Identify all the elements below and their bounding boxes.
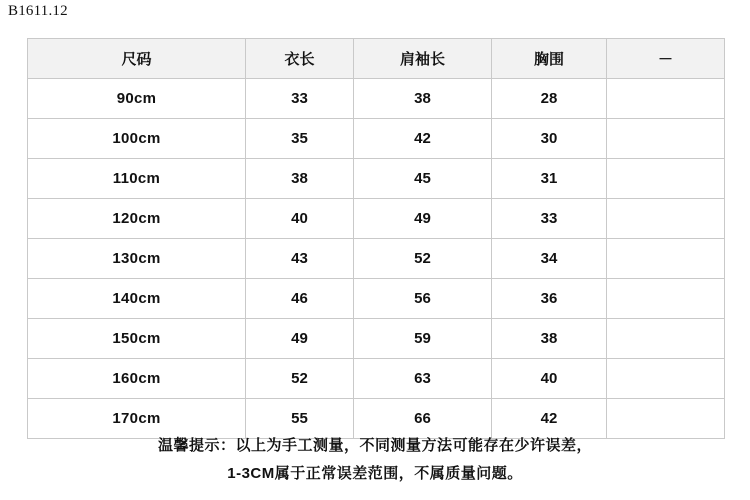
header-extra: － (607, 39, 725, 79)
cell-extra (607, 319, 725, 359)
size-table-header (28, 39, 725, 79)
table-header-row (28, 39, 725, 79)
size-table-body (28, 79, 725, 439)
table-row (28, 79, 725, 119)
cell-bust: 30 (492, 119, 607, 159)
size-table (27, 38, 725, 439)
cell-bust: 36 (492, 279, 607, 319)
cell-length: 52 (246, 359, 354, 399)
cell-length: 43 (246, 239, 354, 279)
cell-shoulder-sleeve: 66 (354, 399, 492, 439)
header-shoulder-sleeve: 肩袖长 (354, 39, 492, 79)
cell-shoulder-sleeve: 42 (354, 119, 492, 159)
cell-size: 100cm (28, 119, 246, 159)
cell-size: 170cm (28, 399, 246, 439)
table-row (28, 279, 725, 319)
table-row (28, 199, 725, 239)
cell-bust: 28 (492, 79, 607, 119)
table-row (28, 359, 725, 399)
cell-size: 90cm (28, 79, 246, 119)
cell-bust: 38 (492, 319, 607, 359)
cell-length: 35 (246, 119, 354, 159)
header-bust: 胸围 (492, 39, 607, 79)
table-row (28, 159, 725, 199)
cell-size: 120cm (28, 199, 246, 239)
cell-size: 130cm (28, 239, 246, 279)
cell-shoulder-sleeve: 38 (354, 79, 492, 119)
cell-shoulder-sleeve: 49 (354, 199, 492, 239)
cell-size: 160cm (28, 359, 246, 399)
cell-bust: 31 (492, 159, 607, 199)
cell-shoulder-sleeve: 59 (354, 319, 492, 359)
cell-length: 55 (246, 399, 354, 439)
measurement-notes (0, 432, 750, 488)
cell-bust: 40 (492, 359, 607, 399)
cell-bust: 34 (492, 239, 607, 279)
cell-extra (607, 159, 725, 199)
cell-extra (607, 119, 725, 159)
cell-extra (607, 359, 725, 399)
cell-shoulder-sleeve: 45 (354, 159, 492, 199)
table-row (28, 319, 725, 359)
cell-extra (607, 199, 725, 239)
table-row (28, 119, 725, 159)
cell-extra (607, 79, 725, 119)
cell-extra (607, 239, 725, 279)
cell-length: 40 (246, 199, 354, 239)
cell-size: 110cm (28, 159, 246, 199)
cell-length: 49 (246, 319, 354, 359)
size-table-container (27, 38, 724, 439)
cell-size: 150cm (28, 319, 246, 359)
cell-bust: 33 (492, 199, 607, 239)
cell-length: 33 (246, 79, 354, 119)
product-code-label: B1611.12 (8, 3, 68, 19)
cell-length: 38 (246, 159, 354, 199)
notes-line-2: 1-3CM属于正常误差范围，不属质量问题。 (227, 465, 523, 482)
cell-length: 46 (246, 279, 354, 319)
cell-size: 140cm (28, 279, 246, 319)
cell-extra (607, 279, 725, 319)
cell-shoulder-sleeve: 52 (354, 239, 492, 279)
table-row (28, 239, 725, 279)
notes-line-1: 温馨提示：以上为手工测量，不同测量方法可能存在少许误差， (157, 437, 592, 454)
header-size: 尺码 (28, 39, 246, 79)
cell-bust: 42 (492, 399, 607, 439)
cell-shoulder-sleeve: 56 (354, 279, 492, 319)
header-length: 衣长 (246, 39, 354, 79)
cell-shoulder-sleeve: 63 (354, 359, 492, 399)
